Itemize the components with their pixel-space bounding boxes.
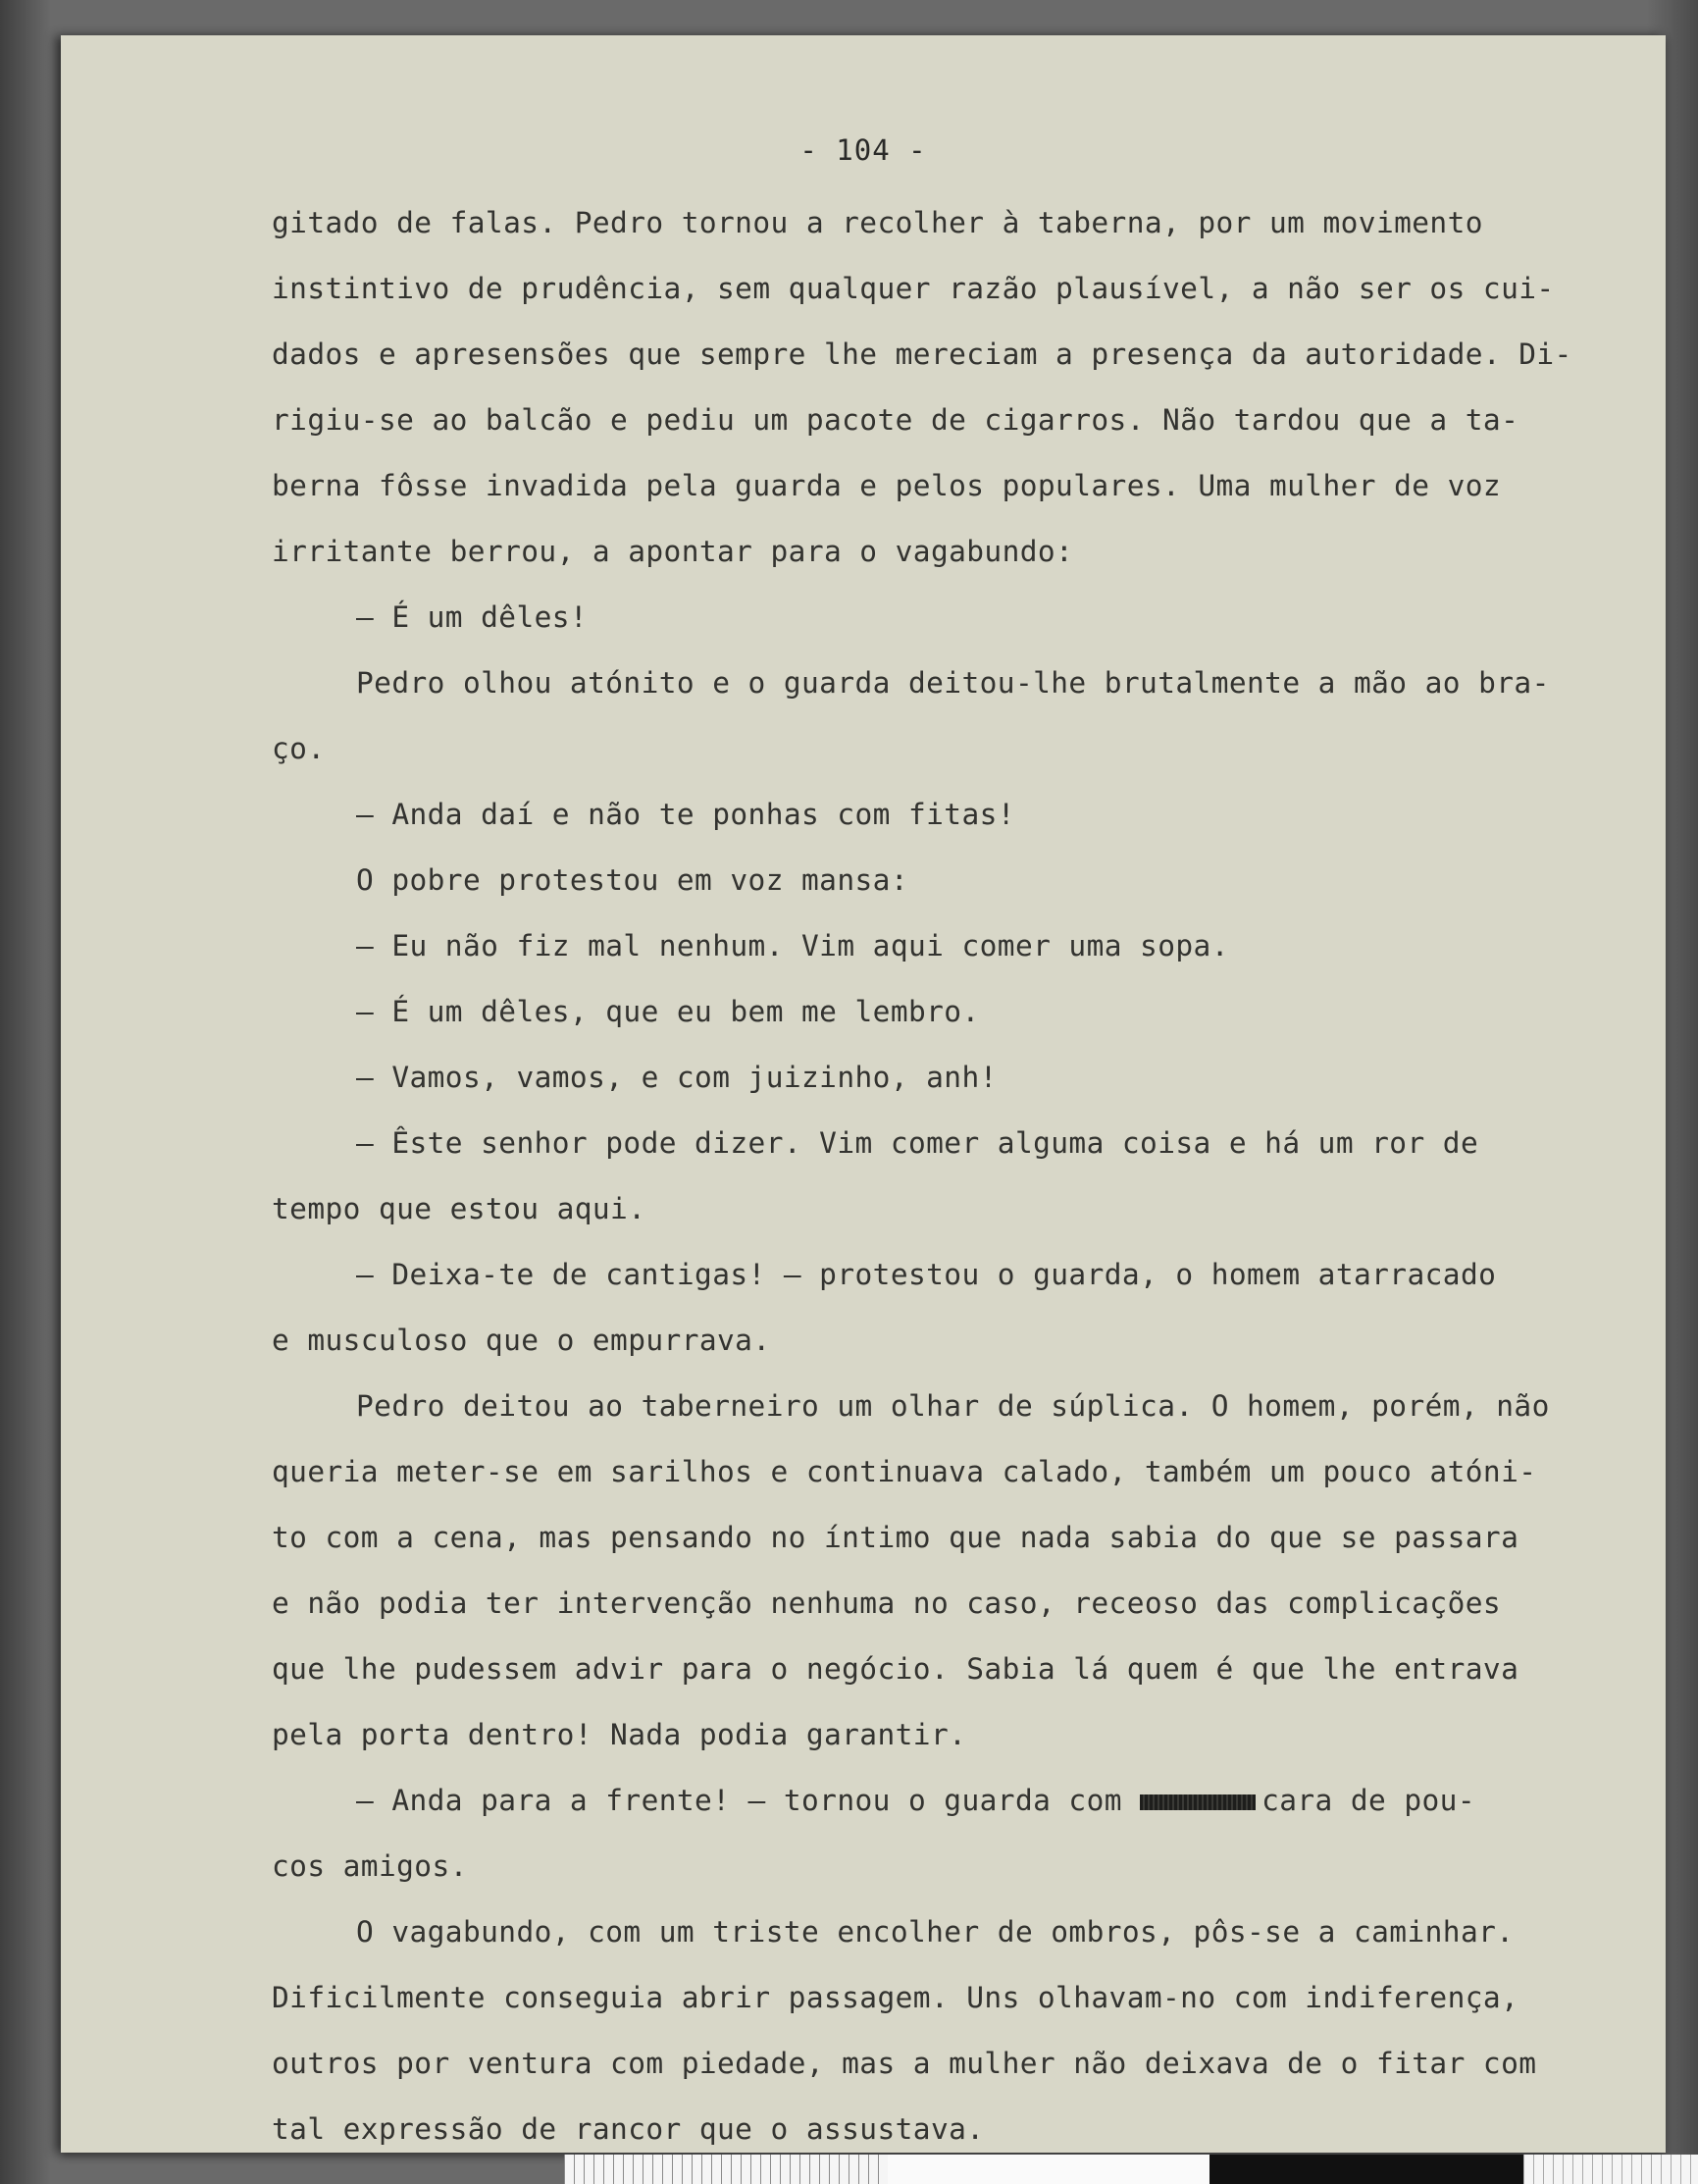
text-line: — Deixa-te de cantigas! — protestou o guarda, o homem atarracado bbox=[356, 1258, 1497, 1291]
text-line: tal expressão de rancor que o assustava. bbox=[272, 2112, 985, 2146]
paragraph-block-1 bbox=[272, 190, 1665, 1768]
text-line-struck bbox=[272, 1768, 1665, 1834]
text-line: tempo que estou aqui. bbox=[272, 1192, 646, 1225]
ruler-ticks bbox=[564, 2155, 888, 2184]
text-line: Pedro olhou atónito e o guarda deitou-lhe brutalmente a mão ao bra- bbox=[356, 666, 1550, 700]
text-line: outros por ventura com piedade, mas a mulher não deixava de o fitar com bbox=[272, 2047, 1537, 2080]
text-line: — Vamos, vamos, e com juizinho, anh! bbox=[356, 1061, 998, 1094]
text-line: irritante berrou, a apontar para o vagabundo: bbox=[272, 535, 1074, 568]
text-line: e não podia ter intervenção nenhuma no caso, receoso das complicações bbox=[272, 1586, 1502, 1620]
text-line: Pedro deitou ao taberneiro um olhar de súplica. O homem, porém, não bbox=[356, 1389, 1550, 1423]
text-line: queria meter-se em sarilhos e continuava calado, também um pouco atóni- bbox=[272, 1455, 1537, 1488]
struck-line-start: — Anda para a frente! — tornou o guarda com bbox=[356, 1784, 1141, 1817]
color-patch-white bbox=[888, 2155, 1209, 2184]
scan-color-bar bbox=[564, 2155, 1698, 2184]
text-line: — Eu não fiz mal nenhum. Vim aqui comer uma sopa. bbox=[356, 929, 1229, 962]
text-line: que lhe pudessem advir para o negócio. Sabia lá quem é que lhe entrava bbox=[272, 1652, 1519, 1686]
ruler-ticks-right bbox=[1523, 2155, 1698, 2184]
text-line: gitado de falas. Pedro tornou a recolher à taberna, por um movimento bbox=[272, 206, 1483, 239]
text-line: — É um dêles! bbox=[356, 600, 589, 634]
struck-line-end: cara de pou- bbox=[1261, 1784, 1475, 1817]
crossed-out-word bbox=[1140, 1794, 1256, 1810]
text-line: — É um dêles, que eu bem me lembro. bbox=[356, 995, 980, 1028]
text-line: — Anda daí e não te ponhas com fitas! bbox=[356, 798, 1015, 831]
text-line: — Êste senhor pode dizer. Vim comer alguma coisa e há um ror de bbox=[356, 1126, 1479, 1160]
text-line: to com a cena, mas pensando no íntimo que nada sabia do que se passara bbox=[272, 1521, 1519, 1554]
color-patch-black bbox=[1209, 2155, 1523, 2184]
text-line: rigiu-se ao balcão e pediu um pacote de cigarros. Não tardou que a ta- bbox=[272, 403, 1519, 437]
text-line: e musculoso que o empurrava. bbox=[272, 1324, 771, 1357]
text-line: O vagabundo, com um triste encolher de ombros, pôs-se a caminhar. bbox=[356, 1915, 1515, 1949]
text-line: O pobre protestou em voz mansa: bbox=[356, 863, 908, 897]
page-number: - 104 - bbox=[799, 133, 927, 167]
text-line: dados e apresensões que sempre lhe mereciam a presença da autoridade. Di- bbox=[272, 338, 1572, 371]
text-line: berna fôsse invadida pela guarda e pelos populares. Uma mulher de voz bbox=[272, 469, 1502, 502]
paragraph-block-2 bbox=[272, 1834, 1665, 2162]
text-line: Dificilmente conseguia abrir passagem. Uns olhavam-no com indiferença, bbox=[272, 1981, 1519, 2014]
text-line: cos amigos. bbox=[272, 1849, 468, 1883]
text-line: instintivo de prudência, sem qualquer razão plausível, a não ser os cui- bbox=[272, 272, 1555, 305]
document-text bbox=[272, 190, 1665, 2162]
text-line: ço. bbox=[272, 732, 326, 765]
document-page bbox=[61, 35, 1666, 2153]
text-line: pela porta dentro! Nada podia garantir. bbox=[272, 1718, 967, 1751]
